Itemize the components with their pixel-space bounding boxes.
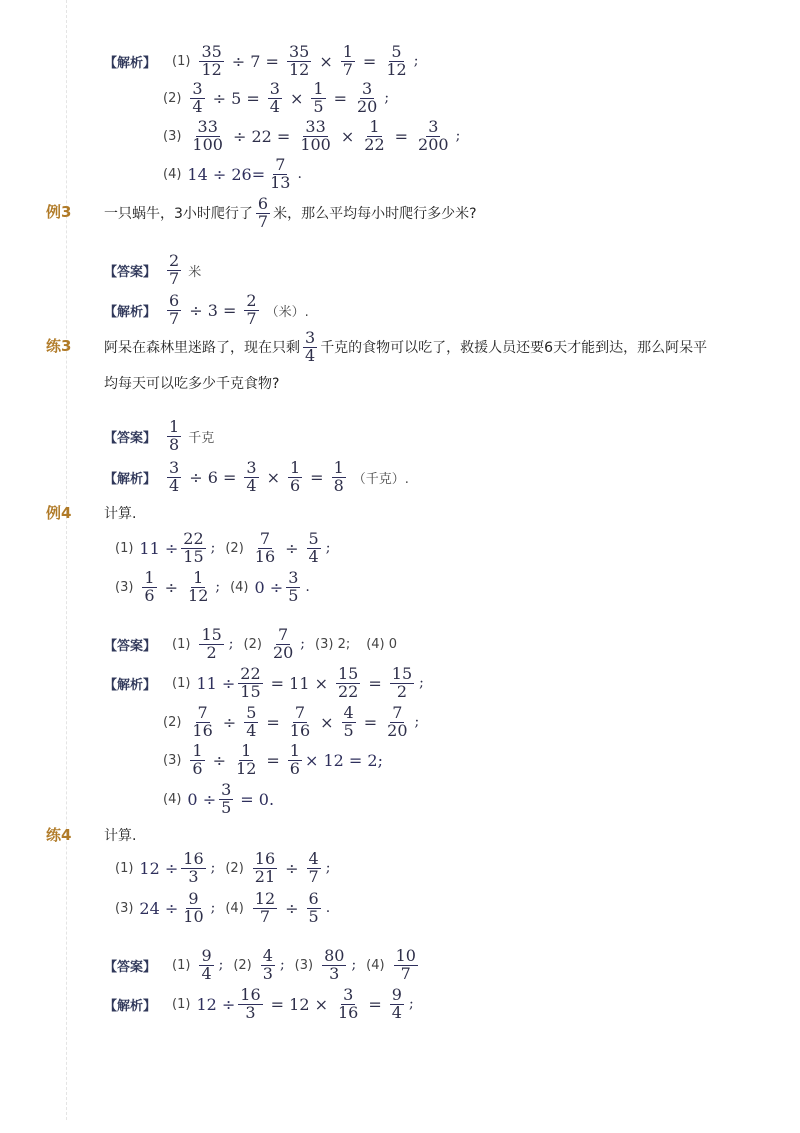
fraction-denominator: 7 [257,211,269,231]
fraction-denominator: 6 [289,758,300,778]
fraction-denominator: 4 [246,720,257,740]
answer-tag: 【答案】 [104,959,157,975]
pr3-question-line-1 [104,319,707,375]
fraction-numerator: 2 [246,290,257,310]
math-text: ÷ 3 = [189,300,237,320]
math-text: = [333,88,347,108]
fraction-numerator: 9 [391,984,402,1004]
math-text: （千克）. [352,471,409,487]
analysis-tag: 【解析】 [104,55,157,71]
pr3-question-line-2: 均每天可以吃多少千克食物? [104,376,280,392]
math-text: ; [279,957,285,973]
fraction-denominator: 16 [254,546,276,566]
math-text: = 0. [240,789,275,809]
math-text: ; [218,957,224,973]
math-text: ; [325,540,331,556]
math-text: ; [408,996,414,1012]
math-text: (3) [163,752,182,768]
fraction-denominator: 200 [418,134,449,154]
math-text: 0 ÷ [254,577,284,597]
fraction-numerator: 6 [169,290,180,310]
math-text: ÷ [285,898,299,918]
fraction-numerator: 7 [294,702,306,722]
fraction [288,740,302,778]
fraction-numerator: 3 [343,984,354,1004]
math-text: (1) [172,53,191,69]
math-text: ÷ [212,750,227,770]
math-text: ÷ 6 = [189,467,237,487]
math-text: (4) [225,900,244,916]
fraction-denominator: 22 [364,134,385,154]
fraction-denominator: 8 [333,475,344,495]
fraction-denominator: 15 [240,681,261,701]
fraction-denominator: 7 [259,906,271,926]
fraction [336,984,360,1022]
math-text: 14 ÷ 26= [187,164,266,184]
fraction-numerator: 9 [201,945,212,965]
fraction-numerator: 33 [305,116,326,136]
math-text: . [297,166,302,182]
fraction-denominator: 7 [342,59,353,79]
pr4-questions-row-2 [115,880,340,936]
math-text: = [266,750,280,770]
fraction-numerator: 10 [395,945,416,965]
analysis-tag: 【解析】 [104,998,157,1014]
math-text: × [340,126,355,146]
math-text: ; [300,636,306,652]
math-text: (1) [172,636,191,652]
fraction-denominator: 5 [221,797,232,817]
fraction [416,116,451,154]
ex4-prompt: 计算. [104,506,137,522]
fraction-numerator: 16 [254,848,276,868]
fraction-numerator: 1 [144,567,155,587]
practice-3-label: 练3 [46,337,72,355]
math-text: (1) [172,957,191,973]
fraction-denominator: 7 [169,308,180,328]
math-text: ÷ [164,577,179,597]
fraction-denominator: 20 [356,96,378,116]
fraction-denominator: 10 [183,906,204,926]
fraction-numerator: 1 [289,740,300,760]
example-3-label: 例3 [46,203,72,221]
fraction-numerator: 6 [308,888,319,908]
fraction-numerator: 1 [241,740,252,760]
fraction-numerator: 33 [197,116,218,136]
fraction-numerator: 1 [342,41,353,61]
fraction-numerator: 16 [183,848,204,868]
answer-tag: 【答案】 [104,430,157,446]
math-text: (3) [294,957,314,973]
fraction-denominator: 15 [183,546,204,566]
fraction-denominator: 12 [188,585,209,605]
fraction-denominator: 7 [308,866,319,886]
fraction [238,984,262,1022]
fraction-denominator: 16 [338,1002,359,1022]
math-text: (2) [243,636,262,652]
fraction-numerator: 7 [197,702,208,722]
math-text: ÷ 22 = [232,126,291,146]
fraction-numerator: 35 [201,41,222,61]
math-text: (1) [115,860,134,876]
fraction-denominator: 20 [387,720,408,740]
ex3-question [104,185,477,241]
math-text: ; [455,128,461,144]
fraction [244,457,258,495]
fraction-numerator: 3 [169,457,180,477]
fraction-numerator: 80 [324,945,345,965]
fraction-denominator: 5 [343,720,354,740]
fraction-numerator: 3 [428,116,439,136]
math-text: (2) [163,90,182,106]
fraction [385,702,409,740]
fraction-denominator: 6 [289,475,301,495]
math-text: ; [351,957,357,973]
math-text: （米）. [265,304,309,320]
fraction-numerator: 7 [278,624,289,644]
math-text: 11 ÷ [139,538,179,558]
fraction-denominator: 100 [300,134,331,154]
fraction-numerator: 3 [246,457,257,477]
fraction-numerator: 12 [254,888,276,908]
fraction-numerator: 5 [391,41,402,61]
fraction-denominator: 16 [192,720,213,740]
analysis-tag: 【解析】 [104,304,157,320]
fraction-numerator: 3 [305,327,316,347]
fraction-numerator: 7 [275,154,286,174]
fraction [142,567,156,605]
ex4-analysis-line-4 [163,771,274,827]
math-text: ; [210,860,216,876]
math-text: (4) [230,579,249,595]
math-text: ; [414,714,420,730]
fraction [362,116,386,154]
math-text: ÷ [285,538,299,558]
fraction-numerator: 3 [362,78,373,98]
math-text: (2) [233,957,252,973]
fraction-denominator: 100 [192,134,223,154]
fraction [181,888,205,926]
fraction-numerator: 1 [193,567,204,587]
fraction-denominator: 6 [192,758,203,778]
fraction-denominator: 4 [169,475,180,495]
fraction-denominator: 2 [396,681,408,701]
fraction [286,567,300,605]
margin-guide [66,0,67,1120]
fraction-numerator: 7 [392,702,403,722]
math-text: × [320,712,334,732]
fraction-numerator: 1 [333,457,344,477]
fraction [303,327,317,365]
fraction [332,457,346,495]
fraction-denominator: 4 [308,546,319,566]
math-text: 24 ÷ [139,898,179,918]
fraction-denominator: 22 [338,681,359,701]
fraction [186,567,210,605]
math-text: 11 ÷ [196,673,236,693]
math-text: (4) [366,957,385,973]
math-text: 米 [188,264,202,280]
fraction-denominator: 2 [206,642,217,662]
fraction-denominator: 3 [329,963,340,983]
analysis-tag: 【解析】 [104,471,157,487]
math-text: = [266,712,280,732]
math-text: ; [228,636,234,652]
fraction-denominator: 7 [246,308,257,328]
fraction-numerator: 22 [240,663,261,683]
math-text: (3) [115,900,134,916]
fraction-numerator: 3 [269,78,280,98]
fraction-numerator: 6 [257,193,269,213]
math-text: 千克 [188,430,215,446]
math-text: × [266,467,280,487]
math-text: 米，那么平均每小时爬行多少米? [273,206,477,222]
math-text: 阿呆在森林里迷路了，现在只剩 [104,340,300,356]
math-text: . [325,900,331,916]
fraction-numerator: 3 [288,567,299,587]
pr3-analysis [104,449,409,505]
fraction-denominator: 12 [386,59,407,79]
fraction-denominator: 4 [305,345,316,365]
math-text: (3) 2; [315,636,351,652]
fraction [390,984,404,1022]
fraction-numerator: 35 [288,41,310,61]
fraction-denominator: 7 [169,268,180,288]
math-text: ; [215,579,221,595]
fraction-numerator: 15 [391,663,413,683]
math-text: × [319,51,333,71]
fraction-numerator: 3 [192,78,203,98]
fraction-numerator: 15 [338,663,359,683]
fraction-denominator: 16 [289,720,311,740]
math-text: ; [384,90,390,106]
math-text: ; [325,860,331,876]
math-text: = 11 × [270,673,328,693]
fraction-numerator: 5 [246,702,257,722]
math-text: × 12 = 2; [304,750,383,770]
fraction-denominator: 7 [400,963,411,983]
example-4-label: 例4 [46,504,72,522]
fraction-numerator: 1 [313,78,324,98]
math-text: (2) [225,540,244,556]
answer-tag: 【答案】 [104,264,157,280]
fraction-denominator: 21 [254,866,276,886]
fraction-denominator: 3 [262,963,273,983]
fraction [219,779,233,817]
fraction-numerator: 22 [183,528,204,548]
fraction-denominator: 6 [144,585,155,605]
fraction-denominator: 3 [188,866,199,886]
math-text: = [310,467,324,487]
fraction-numerator: 9 [188,888,199,908]
fraction-denominator: 8 [169,434,180,454]
fraction [253,888,277,926]
fraction-numerator: 4 [262,945,273,965]
practice-4-label: 练4 [46,826,72,844]
math-text: ; [210,900,216,916]
math-text: 12 ÷ [139,858,179,878]
math-text: = [362,51,377,71]
math-text: (1) [172,996,191,1012]
math-text: . [305,579,310,595]
math-text: (2) [225,860,244,876]
math-text: (4) [163,791,182,807]
fraction-denominator: 4 [269,96,280,116]
math-text: 千克的食物可以吃了，救援人员还要6天才能到达，那么阿呆平 [320,340,708,356]
fraction-numerator: 16 [240,984,261,1004]
fraction-numerator: 3 [221,779,232,799]
math-text: (3) [163,128,182,144]
fraction-numerator: 2 [169,250,180,270]
analysis-tag: 【解析】 [104,677,157,693]
fraction-numerator: 1 [169,416,180,436]
math-text: = 12 × [270,994,328,1014]
math-text: (1) [115,540,134,556]
math-text: ; [413,53,419,69]
fraction-denominator: 5 [308,906,319,926]
fraction-numerator: 5 [308,528,319,548]
fraction-denominator: 4 [201,963,212,983]
fraction-denominator: 3 [245,1002,256,1022]
pr4-analysis-line-1 [104,976,424,1032]
math-text: (4) [163,166,182,182]
fraction-denominator: 4 [391,1002,402,1022]
ex4-questions-row-2 [115,559,320,615]
fraction-denominator: 4 [192,96,203,116]
fraction-numerator: 1 [289,457,301,477]
math-text: 0 ÷ [187,789,217,809]
math-text: ÷ [222,712,237,732]
fraction-denominator: 5 [288,585,299,605]
fraction-denominator: 13 [270,172,291,192]
fraction-numerator: 4 [343,702,354,722]
pr4-prompt: 计算. [104,828,137,844]
fraction [167,457,181,495]
fraction-numerator: 1 [369,116,380,136]
math-text: (4) 0 [366,636,398,652]
math-text: = [368,673,382,693]
math-text: ÷ [285,858,299,878]
fraction [256,193,270,231]
math-text: ÷ 7 = [231,51,279,71]
fraction-numerator: 1 [192,740,203,760]
math-text: 一只蜗牛，3小时爬行了 [104,206,253,222]
fraction-denominator: 4 [246,475,257,495]
answer-tag: 【答案】 [104,638,157,654]
fraction-denominator: 12 [236,758,257,778]
fraction-numerator: 15 [201,624,222,644]
math-text: = [363,712,378,732]
fraction-numerator: 7 [259,528,271,548]
math-text: × [289,88,304,108]
fraction-denominator: 12 [288,59,310,79]
math-text: (3) [115,579,134,595]
fraction [307,888,321,926]
math-text: 12 ÷ [196,994,236,1014]
fraction-numerator: 4 [308,848,319,868]
math-text: ; [419,675,424,691]
fraction-denominator: 12 [201,59,222,79]
math-text: (2) [163,714,182,730]
math-text: = [394,126,409,146]
math-text: = [368,994,382,1014]
math-text: ; [210,540,216,556]
fraction [288,457,302,495]
fraction-denominator: 5 [313,96,324,116]
math-text: ÷ 5 = [212,88,260,108]
fraction-denominator: 20 [272,642,294,662]
math-text: (1) [172,675,191,691]
